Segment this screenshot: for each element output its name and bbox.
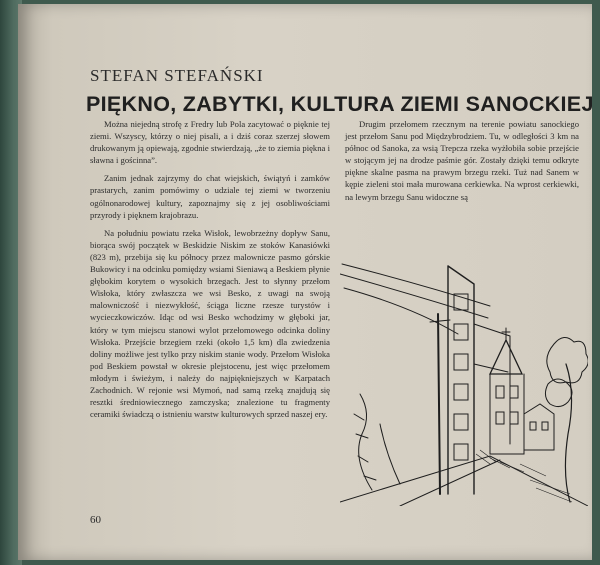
- right-column: [345, 118, 579, 209]
- utility-pole: [438, 314, 440, 494]
- paragraph: Drugim przełomem rzecznym na terenie powiatu sanockiego jest przełom Sanu pod Międzybrodziem. Tu, w odległości 3 km na północ od Sanoka, za wsią Trepcza rzeka wyżłobiła sobie przejście w stojącym jej na drodze paśmie gór. Zostały dzięki temu odkryte piękne skalne pasma na prawym brzegu rzeki. Tuż nad Sanem w kępie zieleni stoi mała murowana cerkiewka. Na wprost cerkiewki, na lewym brzegu Sanu widoczne są: [345, 119, 579, 202]
- article-title: PIĘKNO, ZABYTKI, KULTURA ZIEMI SANOCKIEJ: [86, 92, 594, 116]
- paragraph: Zanim jednak zajrzymy do chat wiejskich, świątyń i zamków prastarych, zanim pomówimy o udziale tej ziemi w tworzeniu ogólnonarodowej kultury, zapoznajmy się z jej osobliwościami przyrody i pięknem krajobrazu.: [90, 173, 330, 220]
- power-line: [344, 288, 458, 334]
- left-column: [90, 118, 330, 426]
- street-sketch-illustration: [340, 244, 588, 506]
- page-number: 60: [90, 514, 101, 526]
- paragraph: Można niejedną strofę z Fredry lub Pola zacytować o pięknie tej ziemi. Wszyscy, którzy o niej pisali, a i dziś coraz szerzej słowem drukowanym ją opiewają, zgodnie stwierdzają, „że to ziemia piękna i sławna i gościnna”.: [90, 119, 330, 166]
- road: [340, 456, 588, 506]
- book-page: [18, 4, 592, 560]
- paragraph: Na południu powiatu rzeka Wisłok, lewobrzeżny dopływ Sanu, biorąca swój początek w Beskidzie Niskim ze stoków Kanasiówki (823 m), przebija się ku północy przez malownicze pasmo górskie Bukowicy i na odcinku pomiędzy wsiami Sieniawą a Beskiem płynie głębokim korytem o wysokich brzegach. Jest to słynny przełom Wisłoka, który zwłaszcza we wsi Besko, z uwagi na swoją malowniczość i niezwykłość, ściąga liczne rzesze turystów i wycieczkowiczów. Idąc od wsi Besko wchodzimy w głęboki jar, który w tym miejscu stanowi wylot przełomowego odcinka doliny Wisłoka. Przejście brzegiem rzeki (około 1,5 km) dla zwiedzenia doliny możliwe jest tylko przy niskim stanie wody. Przełom Wisłoka pod Beskiem powstał w okresie plejstocenu, jest więc przełomem młodym i świeżym, i należy do najpiękniejszych w Karpatach Zachodnich. W rejonie wsi Mymoń, nad samą rzeką znajdują się resztki średniowiecznego zamczyska; znalezione tu fragmenty ceramiki świadczą o istnieniu warstw kulturowych sprzed naszej ery.: [90, 227, 330, 420]
- author-name: STEFAN STEFAŃSKI: [90, 66, 264, 85]
- power-line: [340, 274, 488, 318]
